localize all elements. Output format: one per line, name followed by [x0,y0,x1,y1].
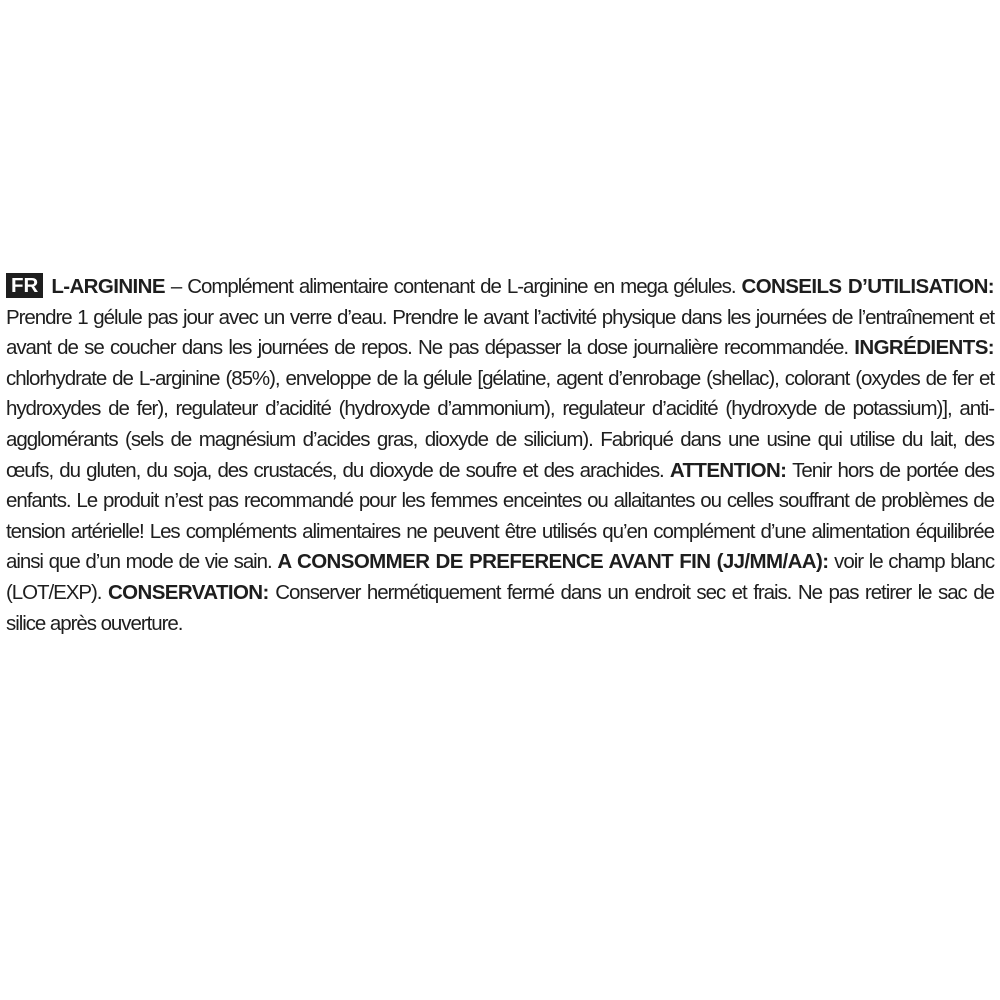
product-label-text [6,272,994,639]
attention-heading: ATTENTION: [669,458,787,482]
best-before-text: voir le champ blanc (LOT/EXP). [6,550,995,604]
best-before-heading: A CONSOMMER DE PREFERENCE AVANT FIN (JJ/MM/AA): [277,550,829,574]
usage-text: Prendre 1 gélule pas jour avec un verre d’eau. Prendre le avant l’activité physique dans les journées de l’entraînement et avant de se coucher dans les journées de repos. Ne pas dépasser la dose journalière recommandée. [6,305,994,360]
ingredients-text: chlorhydrate de L-arginine (85%), enveloppe de la gélule [gélatine, agent d’enrobage (shellac), colorant (oxydes de fer et hydroxydes de fer), regulateur d’acidité (hydroxyde d’ammonium), regulateur d’acidité (hydroxyde de potassium)], anti-agglomérants (sels de magnésium d’acides gras, dioxyde de silicium). Fabriqué dans une usine qui utilise du lait, des œufs, du gluten, du soja, des crustacés, du dioxyde de soufre et des arachides. [6,366,994,482]
language-badge: FR [6,273,43,298]
attention-text: Tenir hors de portée des enfants. Le produit n’est pas recommandé pour les femmes enceintes ou allaitantes ou celles souffrant de problèmes de tension artérielle! Les compléments alimentaires ne peuvent être utilisés qu’en complément d’une alimentation équilibrée ainsi que d’un mode de vie sain. [6,458,994,574]
ingredients-heading: INGRÉDIENTS: [854,336,994,360]
storage-text: Conserver hermétiquement fermé dans un endroit sec et frais. Ne pas retirer le sac de silice après ouverture. [6,580,994,635]
product-name: L-ARGININE [51,275,165,298]
usage-heading: CONSEILS D’UTILISATION: [741,275,994,298]
product-intro: – Complément alimentaire contenant de L-arginine en mega gélules. [164,275,742,298]
storage-heading: CONSERVATION: [107,580,269,604]
